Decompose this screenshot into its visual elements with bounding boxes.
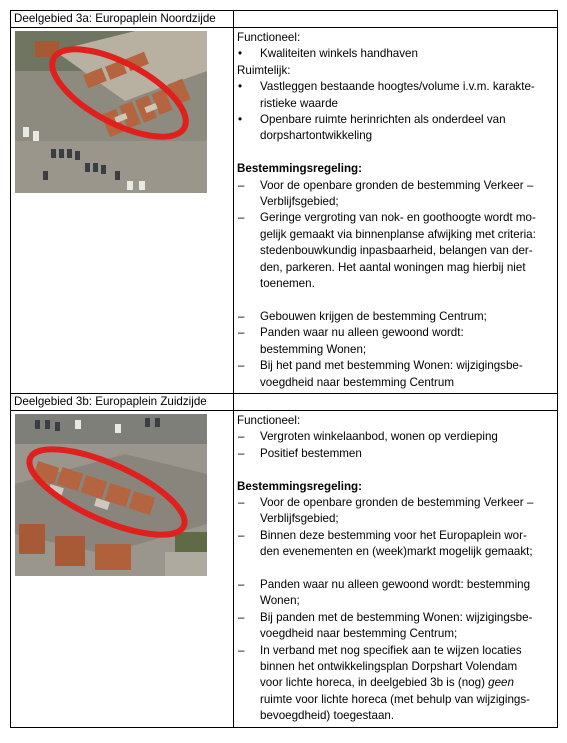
dash-marker: – bbox=[238, 211, 245, 225]
deelgebieden-table bbox=[10, 10, 558, 728]
bullet-text: Verblijfsgebied; bbox=[260, 195, 339, 209]
bullet-item bbox=[237, 178, 554, 211]
dash-marker: – bbox=[238, 643, 245, 657]
bullet-text: Voor de openbare gronden de bestemming Verkeer – bbox=[260, 495, 534, 509]
header-empty-cell bbox=[234, 393, 558, 410]
bullet-item bbox=[237, 643, 554, 725]
bullet-text: Openbare ruimte herinrichten als onderdeel van bbox=[260, 113, 506, 127]
bullet-text: Geringe vergroting van nok- en goothoogte wordt mo- bbox=[260, 211, 536, 225]
aerial-photo-cell bbox=[11, 28, 234, 394]
bullet-text: bestemming Wonen; bbox=[260, 342, 367, 356]
aerial-photo-cell bbox=[11, 410, 234, 727]
bullet-text: toenemen. bbox=[260, 277, 315, 291]
bullet-item bbox=[237, 112, 554, 145]
bullet-item bbox=[237, 46, 554, 62]
section-3a-header-row bbox=[11, 11, 558, 28]
bullet-item bbox=[237, 495, 554, 528]
dash-marker: – bbox=[238, 528, 245, 542]
bullet-marker: • bbox=[238, 80, 243, 94]
bullet-text: Positief bestemmen bbox=[260, 446, 362, 460]
bullet-text: Bij panden met de bestemming Wonen: wijzigingsbe- bbox=[260, 610, 533, 624]
bullet-text: Panden waar nu alleen gewoond wordt: bestemming bbox=[260, 577, 531, 591]
bullet-item bbox=[237, 79, 554, 112]
bullet-text: den evenementen en (week)markt mogelijk gemaakt; bbox=[260, 545, 533, 559]
bullet-text: bevoegdheid) toegestaan. bbox=[260, 709, 395, 723]
section-header: Deelgebied 3b: Europaplein Zuidzijde bbox=[11, 393, 234, 410]
dash-marker: – bbox=[238, 430, 245, 444]
bullet-text: Wonen; bbox=[260, 594, 300, 608]
label-functioneel: Functioneel: bbox=[237, 413, 301, 427]
bullet-text: dorpshartontwikkeling bbox=[260, 129, 373, 143]
bullet-text: voegdheid naar bestemming Centrum; bbox=[260, 627, 458, 641]
dash-marker: – bbox=[238, 326, 245, 340]
bullet-text: Bij het pand met bestemming Wonen: wijzigingsbe- bbox=[260, 359, 523, 373]
aerial-photo-3a bbox=[15, 31, 207, 193]
dash-marker: – bbox=[238, 359, 245, 373]
document-table-frame bbox=[10, 10, 557, 728]
bullet-text: In verband met nog specifiek aan te wijzen locaties bbox=[260, 643, 522, 657]
dash-marker: – bbox=[238, 309, 245, 323]
bullet-item bbox=[237, 610, 554, 643]
bullet-item bbox=[237, 446, 554, 462]
bullet-item bbox=[237, 577, 554, 610]
dash-marker: – bbox=[238, 178, 245, 192]
bullet-text: ristieke waarde bbox=[260, 96, 338, 110]
section-header: Deelgebied 3a: Europaplein Noordzijde bbox=[11, 11, 234, 28]
bullet-marker: • bbox=[238, 47, 243, 61]
bullet-text: stedenbouwkundig inpasbaarheid, belangen van der- bbox=[260, 244, 533, 258]
bullet-text: gelijk gemaakt via binnenplanse afwijking met criteria: bbox=[260, 227, 536, 241]
label-functioneel: Functioneel: bbox=[237, 31, 301, 44]
bullet-item bbox=[237, 210, 554, 292]
heading-bestemmingsregeling: Bestemmingsregeling: bbox=[237, 479, 362, 493]
header-empty-cell bbox=[234, 11, 558, 28]
bullet-text: voor lichte horeca, in deelgebied 3b is (nog) geen bbox=[260, 676, 514, 690]
bullet-text: Panden waar nu alleen gewoond wordt: bbox=[260, 326, 464, 340]
dash-marker: – bbox=[238, 495, 245, 509]
bullet-text: den, parkeren. Het aantal woningen mag hierbij niet bbox=[260, 260, 526, 274]
dash-marker: – bbox=[238, 446, 245, 460]
section-3b-header-row bbox=[11, 393, 558, 410]
section-3a-text-cell bbox=[234, 28, 558, 394]
bullet-text: Binnen deze bestemming voor het Europaplein wor- bbox=[260, 528, 527, 542]
bullet-text: Vastleggen bestaande hoogtes/volume i.v.m. karakte- bbox=[260, 80, 535, 94]
bullet-text: voegdheid naar bestemming Centrum bbox=[260, 375, 454, 389]
dash-marker: – bbox=[238, 610, 245, 624]
bullet-item bbox=[237, 429, 554, 445]
bullet-text: Voor de openbare gronden de bestemming Verkeer – bbox=[260, 178, 534, 192]
heading-bestemmingsregeling: Bestemmingsregeling: bbox=[237, 162, 362, 176]
bullet-text: Gebouwen krijgen de bestemming Centrum; bbox=[260, 309, 487, 323]
bullet-item bbox=[237, 309, 554, 325]
dash-marker: – bbox=[238, 577, 245, 591]
bullet-item bbox=[237, 325, 554, 358]
bullet-text: ruimte voor lichte horeca (met behulp van wijzigings- bbox=[260, 692, 530, 706]
bullet-text: Kwaliteiten winkels handhaven bbox=[260, 47, 418, 61]
bullet-item bbox=[237, 528, 554, 561]
bullet-text: Vergroten winkelaanbod, wonen op verdieping bbox=[260, 430, 498, 444]
emphasis-geen: geen bbox=[488, 676, 514, 690]
bullet-text: Verblijfsgebied; bbox=[260, 512, 339, 526]
aerial-photo-3b bbox=[15, 414, 207, 576]
bullet-marker: • bbox=[238, 113, 243, 127]
section-3b-text-cell bbox=[234, 410, 558, 727]
label-ruimtelijk: Ruimtelijk: bbox=[237, 63, 291, 77]
bullet-item bbox=[237, 358, 554, 391]
section-3b-content-row bbox=[11, 410, 558, 727]
section-3a-content-row bbox=[11, 28, 558, 394]
bullet-text: binnen het ontwikkelingsplan Dorpshart Volendam bbox=[260, 659, 518, 673]
